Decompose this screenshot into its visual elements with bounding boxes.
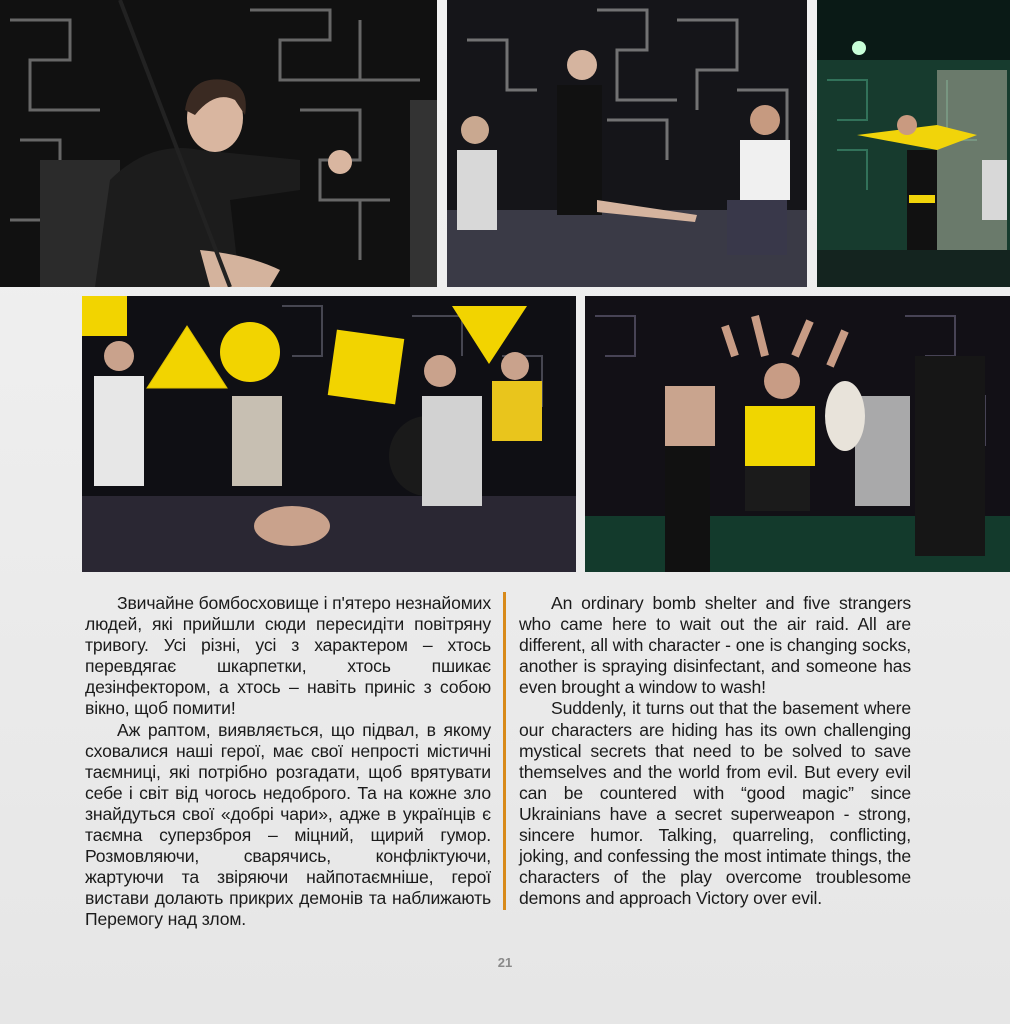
photo-actor-with-microphone <box>0 0 437 287</box>
ukrainian-paragraph-2: Аж раптом, виявляється, що підвал, в якому сховалися наші герої, має свої непрості містичні таємниці, які потрібно розгадати, щоб врятувати себе і світ від чогось недоброго. Та на кожне зло знайдуться свої «добрі чари», адже в українців є таємна суперзброя – міцний, щирий гумор. Розмовляючи, сварячись, конфліктуючи, жартуючи та звіряючи найпотаємніше, герої вистави долають прикрих демонів та наближають Перемогу над злом. <box>85 719 491 930</box>
ukrainian-paragraph-1: Звичайне бомбосховище і п'ятеро незнайомих людей, які прийшли сюди пересидіти повітряну тривогу. Усі різні, усі з характером – хтось перевдягає шкарпетки, хтось пшикає дезінфектором, а хтось – навіть приніс з собою вікно, щоб помити! <box>85 593 491 719</box>
english-text-column <box>519 593 911 909</box>
column-divider <box>503 592 506 910</box>
photo-yellow-costume-lift <box>817 0 1010 287</box>
english-paragraph-1: An ordinary bomb shelter and five strangers who came here to wait out the air raid. All are different, all with character - one is changing socks, another is spraying disinfectant, and someone has even brought a window to wash! <box>519 593 911 698</box>
page-number: 21 <box>497 955 513 970</box>
photo-stage-scene-three-actors <box>447 0 807 287</box>
english-paragraph-2: Suddenly, it turns out that the basement where our characters are hiding has its own challenging mystical secrets that need to be solved to save themselves and the world from evil. But every evil can be countered with “good magic” since Ukrainians have a secret superweapon - strong, sincere humor. Talking, quarreling, conflicting, joking, and confessing the most intimate things, the characters of the play overcome troublesome demons and approach Victory over evil. <box>519 698 911 909</box>
photo-cast-with-signs <box>82 296 576 572</box>
ukrainian-text-column <box>85 593 491 931</box>
photo-cast-with-raised-hands <box>585 296 1010 572</box>
